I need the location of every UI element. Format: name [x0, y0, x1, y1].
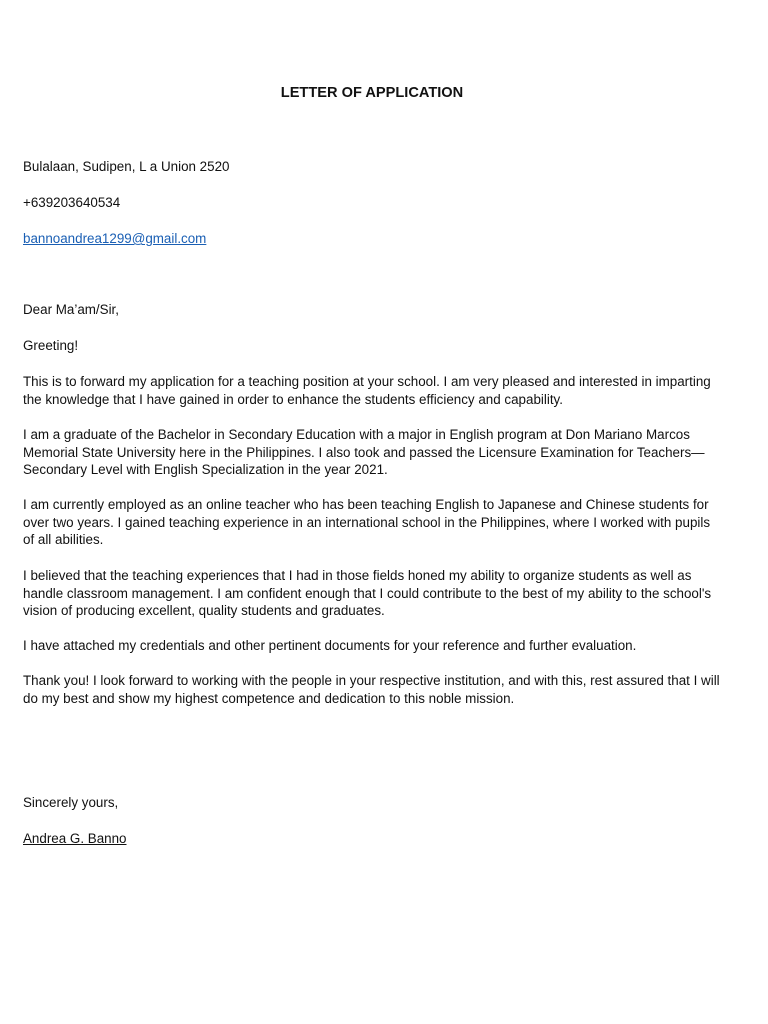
sender-email-link[interactable]: bannoandrea1299@gmail.com	[23, 231, 207, 246]
signature-name: Andrea G. Banno	[23, 831, 127, 846]
sender-phone: +639203640534	[23, 195, 121, 210]
signature-wrap	[23, 830, 723, 848]
body-paragraph-3: I am currently employed as an online teacher who has been teaching English to Japanese and Chinese students for over two years. I gained teaching experience in an international school in the Philippines, where I worked with pupils of all abilities.	[23, 497, 711, 548]
closing: Sincerely yours,	[23, 795, 119, 810]
sender-email-wrap	[23, 230, 723, 248]
greeting: Greeting!	[23, 338, 79, 353]
body-paragraph-4: I believed that the teaching experiences that I had in those fields honed my ability to organize students as well as handle classroom management. I am confident enough that I could contribute to the best of my ability to the school's vision of producing excellent, quality students and graduates.	[23, 568, 712, 619]
salutation: Dear Ma’am/Sir,	[23, 302, 119, 317]
body-paragraph-6: Thank you! I look forward to working with the people in your respective institution, and with this, rest assured that I will do my best and show my highest competence and dedication to this noble mission.	[23, 673, 720, 706]
sender-address: Bulalaan, Sudipen, L a Union 2520	[23, 159, 230, 174]
body-paragraph-2: I am a graduate of the Bachelor in Secondary Education with a major in English program at Don Mariano Marcos Memorial State University here in the Philippines. I also took and passed the Licensure Examination for Teachers—Secondary Level with English Specialization in the year 2021.	[23, 427, 705, 478]
letter-title: LETTER OF APPLICATION	[280, 85, 464, 101]
body-paragraph-1: This is to forward my application for a teaching position at your school. I am very pleased and interested in imparting the knowledge that I have gained in order to enhance the students efficiency and capability.	[23, 374, 711, 407]
body-paragraph-5: I have attached my credentials and other pertinent documents for your reference and further evaluation.	[23, 638, 637, 653]
